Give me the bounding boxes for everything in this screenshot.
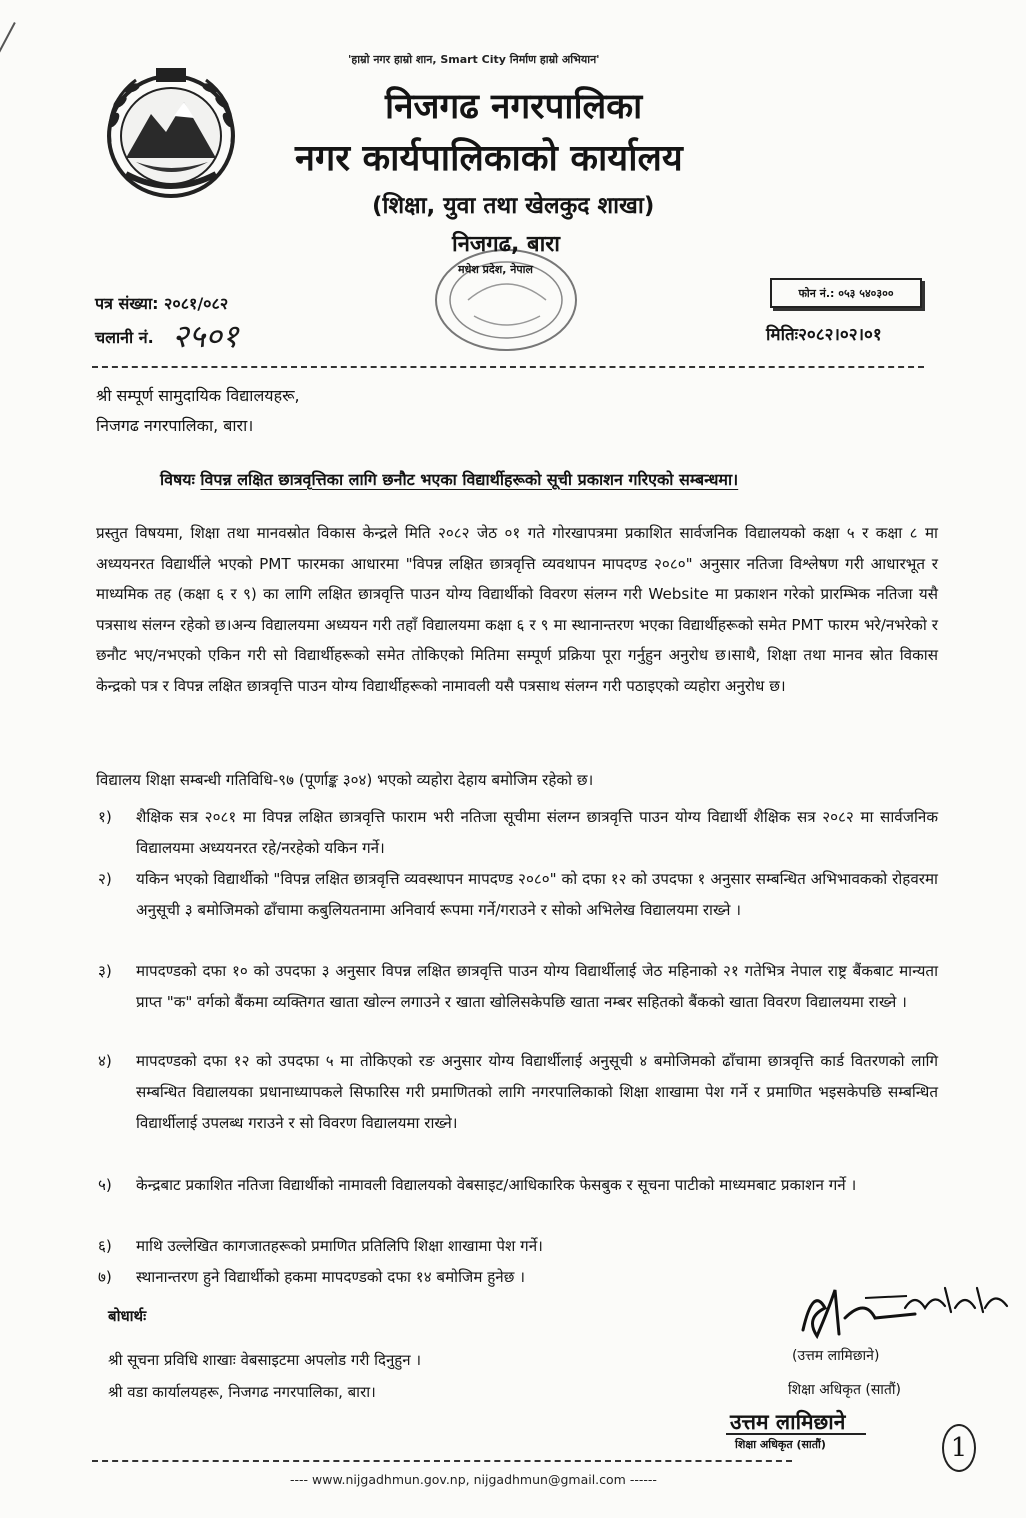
list-item-text: माथि उल्लेखित कागजातहरूको प्रमाणित प्रतिलिपि शिक्षा शाखामा पेश गर्ने। [136, 1237, 543, 1255]
margin-pen-mark [0, 22, 16, 67]
dispatch-number-label: चलानी नं. [95, 328, 154, 347]
list-item-text: मापदण्डको दफा १० को उपदफा ३ अनुसार विपन्न लक्षित छात्रवृत्ति पाउन योग्य विद्यार्थीलाई जेठ महिनाको २१ गतेभित्र नेपाल राष्ट्र बैंकबाट मान्यता प्राप्त "क" वर्गको बैंकमा व्यक्तिगत खाता खोल्न लगाउने र खाता खोलिसकेपछि खाता नम्बर सहितको बैंकको खाता विवरण विद्यालयमा राख्ने । [136, 962, 938, 1011]
list-item-number: ४) [98, 1052, 112, 1070]
activity-intro: विद्यालय शिक्षा सम्बन्धी गतिविधि-९७ (पूर्णाङ्क ३०४) भएको व्यहोरा देहाय बमोजिम रहेको छ। [96, 771, 594, 789]
list-item-text: शैक्षिक सत्र २०८१ मा विपन्न लक्षित छात्रवृत्ति फाराम भरी नतिजा सूचीमा संलग्न छात्रवृत्ति पाउन योग्य विद्यार्थी शैक्षिक सत्र २०८२ मा सार्वजनिक विद्यालयमा अध्ययनरत रहे/नरहेको यकिन गर्ने। [136, 808, 938, 857]
recipient-line-1: श्री सम्पूर्ण सामुदायिक विद्यालयहरू, [96, 386, 300, 405]
recipient-line-2: निजगढ नगरपालिका, बारा। [96, 416, 254, 435]
phone-number-box: फोन नं.: ०५३ ५४०३०० [770, 278, 922, 308]
province-name: मधेश प्रदेश, नेपाल [458, 263, 533, 276]
dispatch-number-handwritten: २५०१ [172, 317, 239, 355]
reference-number: पत्र संख्या: २०८१/०८२ [95, 294, 229, 313]
list-item-text: मापदण्डको दफा १२ को उपदफा ५ मा तोकिएको रङ अनुसार योग्य विद्यार्थीलाई अनुसूची ४ बमोजिमको ढाँचामा छात्रवृत्ति कार्ड वितरणको लागि सम्बन्धित विद्यालयका प्रधानाध्यापकले सिफारिस गरी प्रमाणितको लागि नगरपालिकाको शिक्षा शाखामा पेश गर्ने र प्रमाणित भइसकेपछि सम्बन्धित विद्यार्थीलाई उपलब्ध गराउने र सो विवरण विद्यालयमा राख्ने। [136, 1052, 938, 1132]
list-item-number: ७) [98, 1268, 112, 1286]
list-item-number: ५) [98, 1176, 112, 1194]
municipality-emblem-icon [96, 62, 246, 202]
slogan: 'हाम्रो नगर हाम्रो शान, Smart City निर्माण हाम्रो अभियान' [348, 53, 600, 66]
subject-text: विपन्न लक्षित छात्रवृत्तिका लागि छनौट भएका विद्यार्थीहरूको सूची प्रकाशन गरिएको सम्बन्धमा। [200, 470, 739, 489]
office-location: निजगढ, बारा [452, 232, 560, 257]
list-item [98, 1046, 938, 1139]
list-item-number: ६) [98, 1237, 112, 1255]
header-divider [92, 366, 924, 368]
list-item-text: स्थानान्तरण हुने विद्यार्थीको हकमा मापदण्डको दफा १४ बमोजिम हुनेछ । [136, 1268, 525, 1286]
list-item [98, 1231, 938, 1262]
cc-line-1: श्री सूचना प्रविधि शाखाः वेबसाइटमा अपलोड गरी दिनुहुन । [108, 1351, 422, 1369]
subject-label: विषयः [160, 470, 195, 489]
list-item-text: यकिन भएको विद्यार्थीको "विपन्न लक्षित छात्रवृत्ति व्यवस्थापन मापदण्ड २०८०" को दफा १२ को उपदफा १ अनुसार सम्बन्धित अभिभावकको रोहवरमा अनुसूची ३ बमोजिमको ढाँचामा कबुलियतनामा अनिवार्य रूपमा गर्ने/गराउने र सोको अभिलेख विद्यालयमा राख्ने । [136, 870, 938, 919]
stamp-rule [726, 1433, 866, 1435]
list-item-number: १) [98, 808, 112, 826]
list-item [98, 864, 938, 926]
stamp-name: उत्तम लामिछाने [730, 1410, 846, 1434]
footer-divider [92, 1460, 792, 1462]
list-item-number: ३) [98, 962, 112, 980]
list-item [98, 802, 938, 864]
page-number: 1 [942, 1424, 976, 1472]
list-item [98, 956, 938, 1018]
list-item [98, 1170, 938, 1201]
signatory-name: (उत्तम लामिछाने) [792, 1348, 880, 1364]
handwritten-signature [795, 1278, 1020, 1348]
office-name: नगर कार्यपालिकाको कार्यालय [295, 138, 683, 179]
letter-date: मितिः२०८२।०२।०१ [766, 325, 882, 345]
stamp-title: शिक्षा अधिकृत (सातौं) [735, 1438, 826, 1451]
footer-contact: ---- www.nijgadhmun.gov.np, nijgadhmun@gmail.com ------ [290, 1472, 657, 1487]
subject-line [160, 468, 738, 490]
list-item-text: केन्द्रबाट प्रकाशित नतिजा विद्यार्थीको नामावली विद्यालयको वेबसाइट/आधिकारिक फेसबुक र सूचना पाटीको माध्यमबाट प्रकाशन गर्ने । [136, 1176, 857, 1194]
cc-line-2: श्री वडा कार्यालयहरू, निजगढ नगरपालिका, बारा। [108, 1383, 376, 1401]
list-item-number: २) [98, 870, 112, 888]
branch-name: (शिक्षा, युवा तथा खेलकुद शाखा) [372, 193, 655, 219]
body-paragraph: प्रस्तुत विषयमा, शिक्षा तथा मानवस्रोत विकास केन्द्रले मिति २०८२ जेठ ०१ गते गोरखापत्रमा प्रकाशित सार्वजनिक विद्यालयको कक्षा ५ र कक्षा ८ मा अध्ययनरत विद्यार्थीले भएको PMT फारमका आधारमा "विपन्न लक्षित छात्रवृत्ति व्यवथापन मापदण्ड २०८०" अनुसार नतिजा विश्लेषण गरी आधारभूत र माध्यमिक तह (कक्षा ६ र ९) का लागि लक्षित छात्रवृत्ति पाउन योग्य विद्यार्थीको विवरण संलग्न गरी Website मा प्रकाशन गरेको प्रारम्भिक नतिजा यसै पत्रसाथ संलग्न रहेको छ।अन्य विद्यालयमा अध्ययन गरी तहाँ विद्यालयमा कक्षा ६ र ९ मा स्थानान्तरण भएका विद्यार्थीहरूको समेत PMT फारम भरे/नभरेको र छनौट भए/नभएको एकिन गरी सो विद्यार्थीहरूको समेत तोकिएको मितिमा सम्पूर्ण प्रक्रिया पूरा गर्नुहुन अनुरोध छ।साथै, शिक्षा तथा मानव स्रोत विकास केन्द्रको पत्र र विपन्न लक्षित छात्रवृत्ति पाउन योग्य विद्यार्थीहरूको नामावली यसै पत्रसाथ संलग्न गरी पठाइएको व्यहोरा अनुरोध छ। [96, 524, 938, 695]
cc-label: बोधार्थः [108, 1307, 147, 1325]
municipality-name: निजगढ नगरपालिका [385, 87, 643, 127]
signatory-title: शिक्षा अधिकृत (सातौं) [788, 1382, 901, 1398]
